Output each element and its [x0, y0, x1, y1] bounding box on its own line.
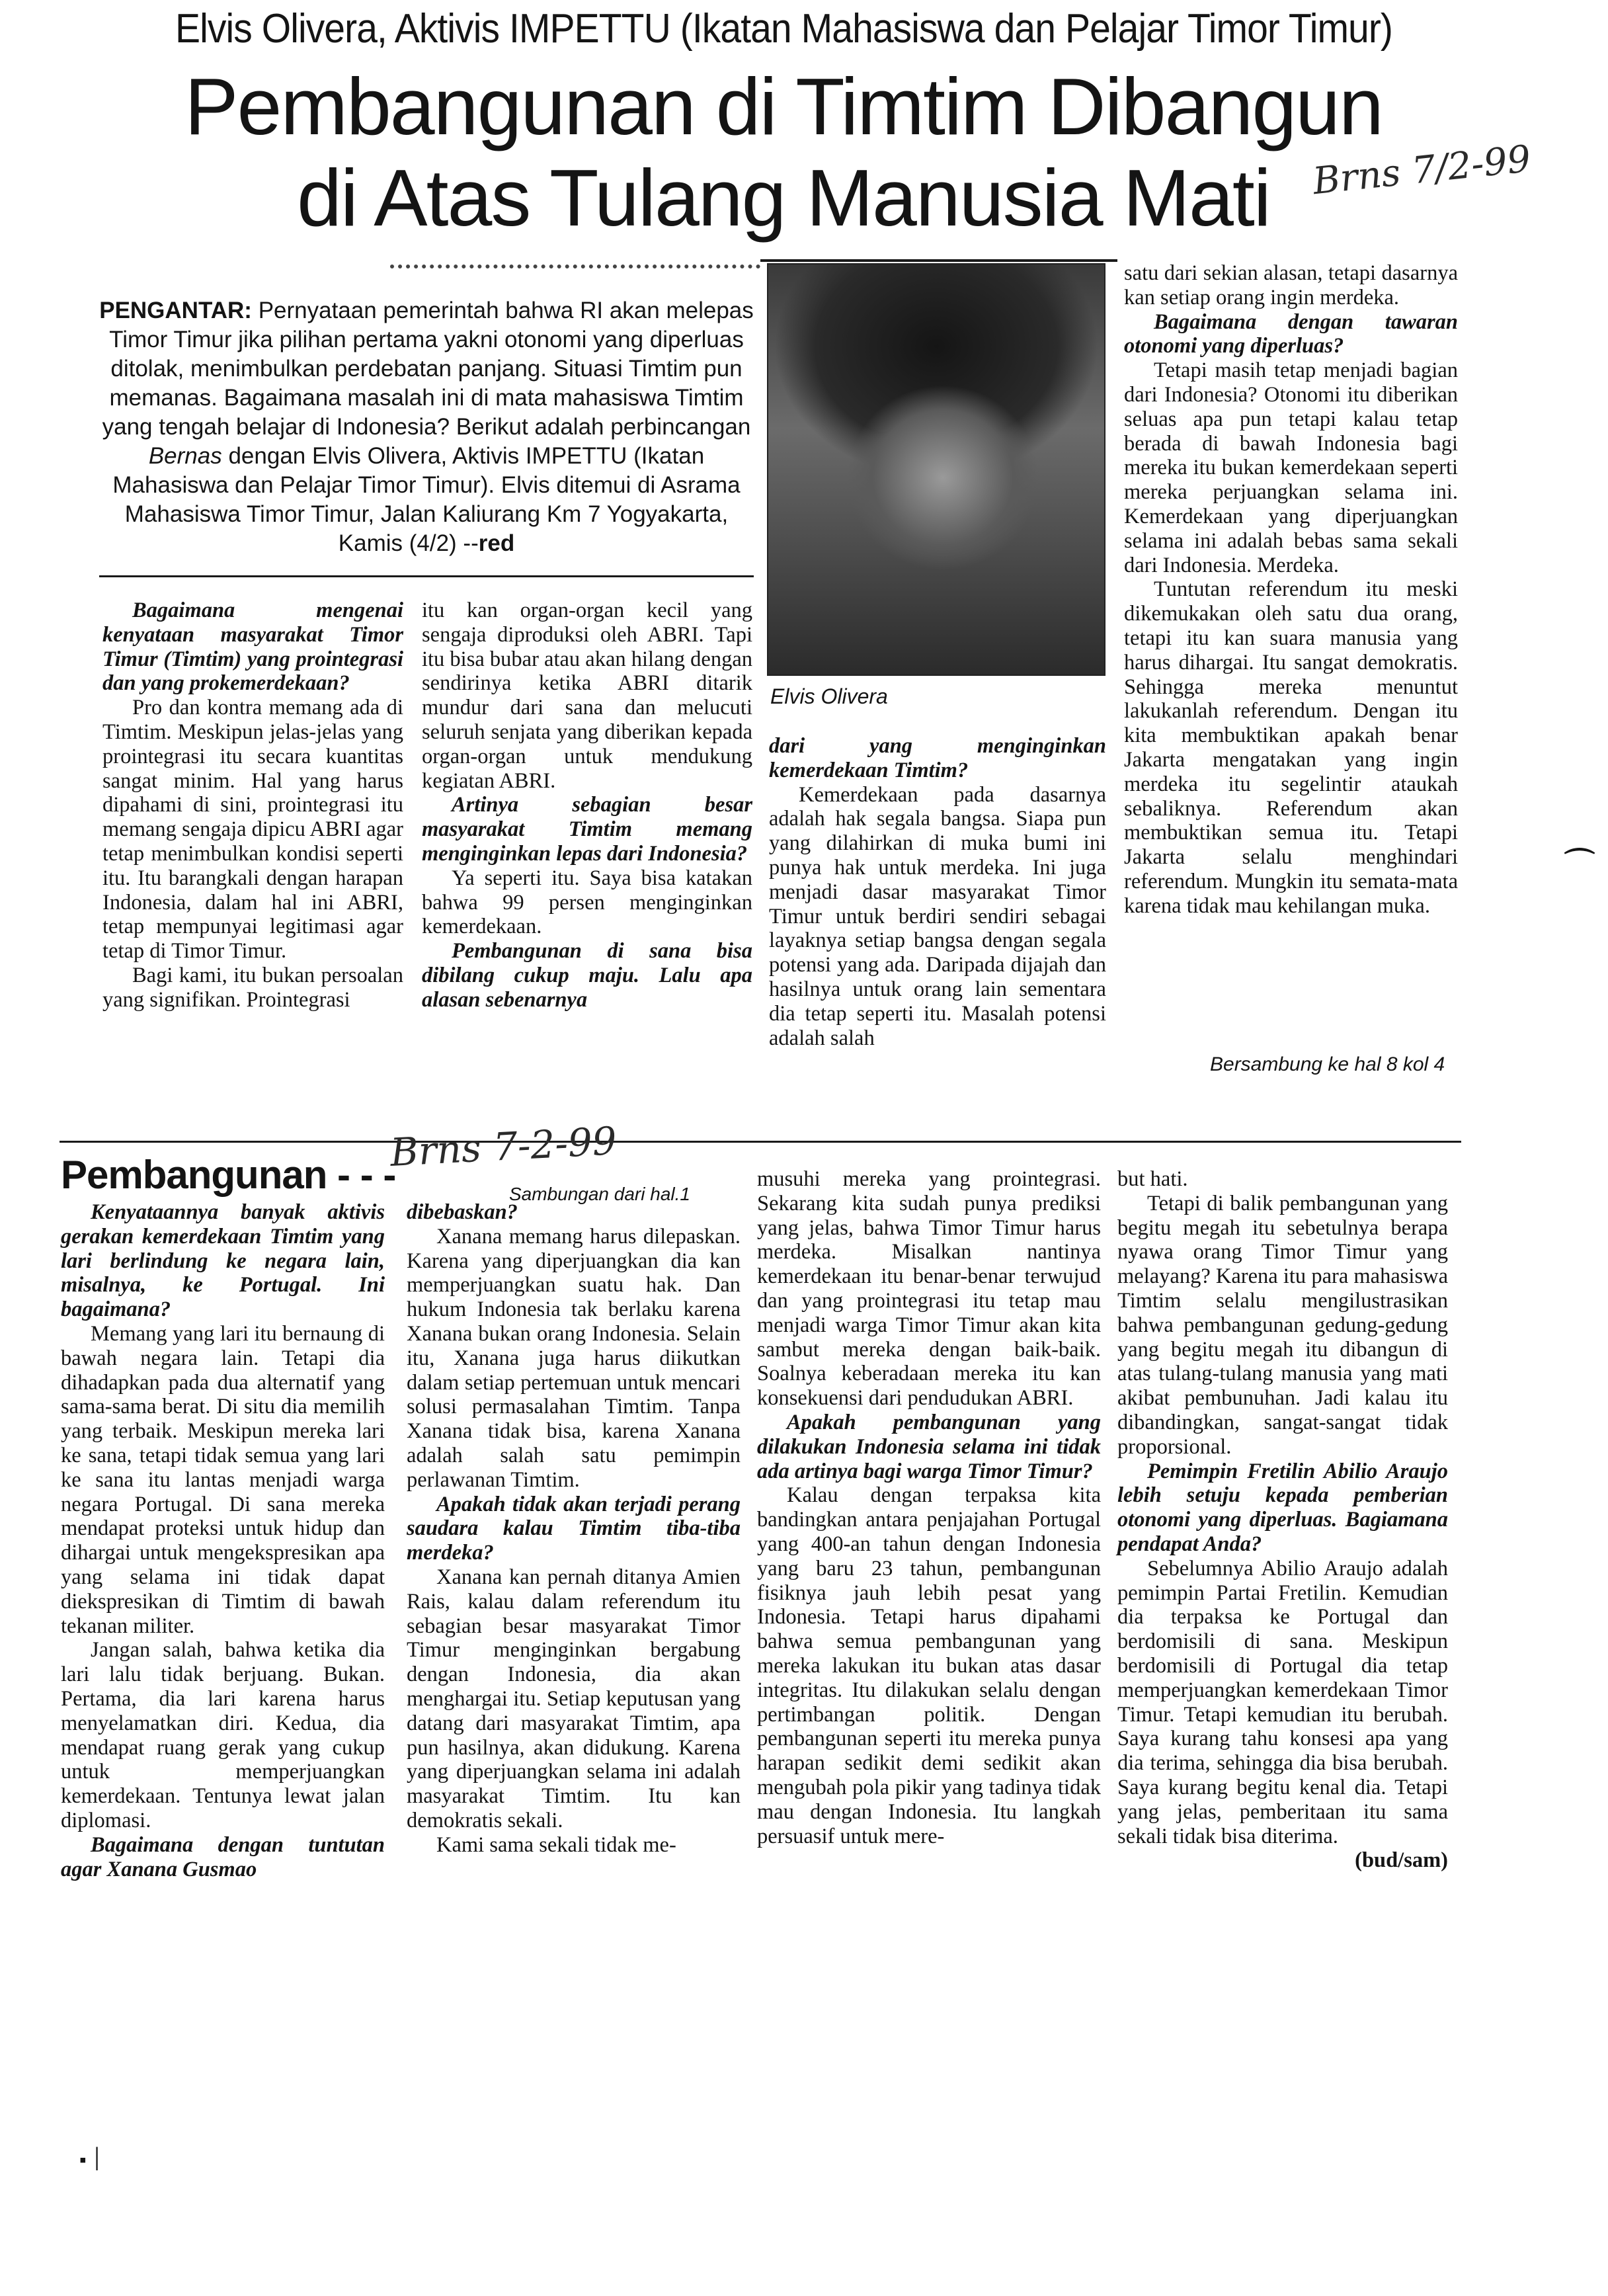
answer-paragraph: Tuntutan referendum itu meski dikemukakan oleh satu dua orang, tetapi itu kan suara manusia yang harus dihargai. Itu sangat demokratis. Sehingga mereka menuntut lakukanlah referendum. Dengan itu kita membuktikan apakah benar Jakarta mengatakan yang ingin merdeka itu segelintir ataukah sebaliknya. Referendum akan membuktikan semua itu. Tetapi Jakarta selalu menghindari referendum. Mungkin itu semata-mata karena tidak mau kehilangan muka. — [1124, 577, 1458, 918]
intro-text: Pernyataan pemerintah bahwa RI akan melepas Timor Timur jika pilihan pertama yakni otonomi yang diperluas ditolak, menimbulkan perdebatan panjang. Situasi Timtim pun memanas. Bagaimana masalah ini di mata mahasiswa Timtim yang tengah belajar di Indonesia? Berikut adalah perbincangan — [102, 298, 754, 440]
intro-publication: Bernas — [148, 443, 222, 469]
question-paragraph: Pembangunan di sana bisa dibilang cukup maju. Lalu apa alasan sebenarnya — [422, 939, 752, 1012]
answer-paragraph: itu kan organ-organ kecil yang sengaja diproduksi oleh ABRI. Tapi itu bisa bubar atau akan hilang dengan sendirinya ketika ABRI ditarik mundur dari sana dan melucuti seluruh senjata yang diberikan kepada organ-organ untuk mendukung kegiatan ABRI. — [422, 598, 752, 793]
header-divider — [390, 265, 760, 268]
top-column-2 — [422, 598, 752, 1012]
answer-paragraph: musuhi mereka yang prointegrasi. Sekarang kita sudah punya prediksi yang jelas, bahwa Timor Timur harus merdeka. Misalkan nantinya kemerdekaan itu benar-benar terwujud dan yang prointegrasi itu tetap mau menjadi warga Timor Timur akan kita sambut mereka dengan baik-baik. Soalnya keberadaan mereka itu kan konsekuensi dari pendudukan ABRI. — [757, 1167, 1101, 1411]
margin-mark: ⌒ — [1564, 847, 1595, 881]
answer-paragraph: satu dari sekian alasan, tetapi dasarnya kan setiap orang ingin merdeka. — [1124, 261, 1458, 309]
top-column-4 — [1124, 261, 1458, 919]
cont-column-2 — [407, 1200, 741, 1858]
answer-paragraph: Xanana memang harus dilepaskan. Karena yang diperjuangkan dia kan memperjuangkan suatu hak. Dan hukum Indonesia tak berlaku karena Xanana bukan orang Indonesia. Selain itu, Xanana juga harus diikutkan dalam setiap pertemuan untuk mencari solusi permasalahan Timtim. Tanpa Xanana tidak bisa, karena Xanana adalah salah satu pemimpin perlawanan Timtim. — [407, 1224, 741, 1492]
top-column-1 — [102, 598, 403, 1012]
continuation-subtitle: Sambungan dari hal.1 — [509, 1184, 690, 1204]
answer-paragraph: Tetapi masih tetap menjadi bagian dari Indonesia? Otonomi itu diberikan seluas apa pun tetapi kalau tetap berada di bawah Indonesia bagi mereka itu bukan kemerdekaan seperti mereka perjuangkan selama ini. Kemerdekaan yang diperjuangkan selama ini adalah bebas sama sekali dari Indonesia. Merdeka. — [1124, 358, 1458, 577]
answer-paragraph: Sebelumnya Abilio Araujo adalah pemimpin Partai Fretilin. Kemudian dia terpaksa ke Portugal dan berdomisili di sana. Meskipun berdomisili di Portugal dia tetap memperjuangkan kemerdekaan Timor Timur. Tetapi kemudian itu berubah. Saya kurang tahu konsesi apa yang dia terima, sehingga dia bisa berubah. Saya kurang begitu kenal dia. Tetapi yang jelas, pemberitaan itu sama sekali tidak bisa diterima. — [1117, 1556, 1448, 1848]
headline-line-2: di Atas Tulang Manusia Mati — [297, 153, 1270, 243]
answer-paragraph: Ya seperti itu. Saya bisa katakan bahwa 99 persen menginginkan kemerdekaan. — [422, 866, 752, 939]
answer-paragraph: Kalau dengan terpaksa kita bandingkan antara penjajahan Portugal yang 400-an tahun dengan Indonesia yang baru 23 tahun, pembangunan fisiknya jauh lebih pesat yang Indonesia. Tetapi harus dipahami bahwa semua pembangunan yang mereka lakukan itu bukan atas dasar integritas. Itu dilakukan selalu dengan pertimbangan politik. Dengan pembangunan seperti itu mereka punya harapan sedikit demi sedikit akan mengubah pola pikir yang tadinya tidak mau dengan Indonesia. Itu langkah persuasif untuk mere- — [757, 1483, 1101, 1848]
answer-paragraph: Bagi kami, itu bukan persoalan yang signifikan. Prointegrasi — [102, 963, 403, 1012]
cont-column-1 — [61, 1200, 385, 1881]
answer-paragraph: Kemerdekaan pada dasarnya adalah hak segala bangsa. Siapa pun yang dilahirkan di muka bumi ini punya hak untuk merdeka. Ini juga menjadi dasar masyarakat Timor Timur untuk berdiri sendiri sebagai layaknya setiap bangsa dengan segala potensi yang ada. Daripada dijajah dan hasilnya untuk orang lain sementara dia tetap seperti itu. Masalah potensi adalah salah — [769, 782, 1106, 1050]
photo-caption: Elvis Olivera — [770, 684, 888, 708]
question-paragraph: Bagaimana mengenai kenyataan masyarakat Timor Timur (Timtim) yang prointegrasi dan yang prokemerdekaan? — [102, 598, 403, 696]
handwritten-date-note-2: Brns 7-2-99 — [389, 1118, 618, 1175]
intro-bottom-rule — [99, 575, 754, 577]
question-paragraph: Kenyataannya banyak aktivis gerakan kemerdekaan Timtim yang lari berlindung ke negara lain, misalnya, ke Portugal. Ini bagaimana? — [61, 1200, 385, 1322]
answer-paragraph: but hati. — [1117, 1167, 1188, 1191]
question-paragraph: dari yang menginginkan kemerdekaan Timtim? — [769, 734, 1106, 782]
intro-label: PENGANTAR: — [99, 298, 252, 323]
question-paragraph: Apakah tidak akan terjadi perang saudara kalau Timtim tiba-tiba merdeka? — [407, 1492, 741, 1565]
question-paragraph: Bagaimana dengan tuntutan agar Xanana Gusmao — [61, 1832, 385, 1881]
answer-paragraph: Xanana kan pernah ditanya Amien Rais, kalau dalam referendum itu sebagian besar masyarakat Timor Timur menginginkan bergabung dengan Indonesia, dia akan menghargai itu. Setiap keputusan yang datang dari masyarakat Timtim, apa pun hasilnya, akan didukung. Karena yang diperjuangkan selama ini adalah masyarakat Timtim. Itu kan demokratis sekali. — [407, 1565, 741, 1832]
continued-note: Bersambung ke hal 8 kol 4 — [1210, 1053, 1445, 1075]
portrait-photo — [767, 263, 1106, 676]
question-paragraph: Bagaimana dengan tawaran otonomi yang diperluas? — [1124, 309, 1458, 358]
answer-paragraph: Jangan salah, bahwa ketika dia lari lalu tidak berjuang. Bukan. Pertama, dia lari karena harus menyelamatkan diri. Kedua, dia mendapat ruang gerak yang cukup untuk memperjuangkan kemerdekaan. Tentunya lewat jalan diplomasi. — [61, 1638, 385, 1832]
question-paragraph: Apakah pembangunan yang dilakukan Indonesia selama ini tidak ada artinya bagi warga Timor Timur? — [757, 1410, 1101, 1483]
question-paragraph: Artinya sebagian besar masyarakat Timtim memang menginginkan lepas dari Indonesia? — [422, 793, 752, 866]
section-divider — [60, 1141, 1461, 1143]
intro-text-2: dengan Elvis Olivera, Aktivis IMPETTU (Ikatan Mahasiswa dan Pelajar Timor Timur). Elvis ditemui di Asrama Mahasiswa Timor Timur, Jalan Kaliurang Km 7 Yogyakarta, Kamis (4/2) -- — [112, 443, 741, 556]
intro-signoff: red — [478, 530, 515, 556]
headline-line-1: Pembangunan di Timtim Dibangun — [184, 62, 1383, 151]
stray-marks: ▪ ׀ — [79, 2149, 103, 2171]
continuation-title: Pembangunan - - - — [61, 1153, 396, 1197]
answer-paragraph: Memang yang lari itu bernaung di bawah negara lain. Tetapi dia dihadapkan pada dua alternatif yang sama-sama berat. Di situ dia memilih yang terbaik. Meskipun mereka lari ke sana, tetapi tidak semua yang lari ke sana itu lantas menjadi warga negara Portugal. Di sana mereka mendapat proteksi untuk hidup dan dihargai untuk mengekspresikan apa yang selama ini tidak dapat diekspresikan di Timtim di bawah tekanan militer. — [61, 1321, 385, 1638]
answer-paragraph: Pro dan kontra memang ada di Timtim. Meskipun jelas-jelas yang prointegrasi itu secara kuantitas sangat minim. Hal yang harus dipahami di sini, prointegrasi itu memang sengaja dipicu ABRI agar tetap menimbulkan kondisi seperti itu. Itu barangkali dengan harapan Indonesia, dalam hal ini ABRI, tetap mempunyai legitimasi agar tetap di Timor Timur. — [102, 696, 403, 964]
cont-column-3 — [757, 1167, 1101, 1848]
header-rule — [760, 259, 1117, 262]
answer-paragraph: Tetapi di balik pembangunan yang begitu megah itu sebetulnya berapa nyawa orang Timor Timur yang melayang? Karena itu para mahasiswa Timtim selalu mengilustrasikan bahwa pembangunan gedung-gedung yang begitu megah itu dibangun di atas tulang-tulang manusia yang mati akibat pembunuhan. Jadi kalau itu dibandingkan, sangat-sangat tidak proporsional. — [1117, 1191, 1448, 1459]
cont-column-4 — [1117, 1167, 1448, 1873]
supertitle: Elvis Olivera, Aktivis IMPETTU (Ikatan Mahasiswa dan Pelajar Timor Timur) — [175, 6, 1393, 52]
handwritten-date-note: Brns 7/2-99 — [1310, 137, 1533, 204]
headline — [122, 61, 1445, 243]
question-paragraph: Pemimpin Fretilin Abilio Araujo lebih setuju kepada pemberian otonomi yang diperluas. Bagiamana pendapat Anda? — [1117, 1459, 1448, 1556]
question-paragraph: dibebaskan? — [407, 1200, 518, 1224]
answer-paragraph: Kami sama sekali tidak me- — [436, 1832, 676, 1857]
top-column-3 — [769, 734, 1106, 1050]
intro-paragraph — [99, 296, 754, 558]
answer-paragraph: (bud/sam) — [1355, 1848, 1448, 1873]
